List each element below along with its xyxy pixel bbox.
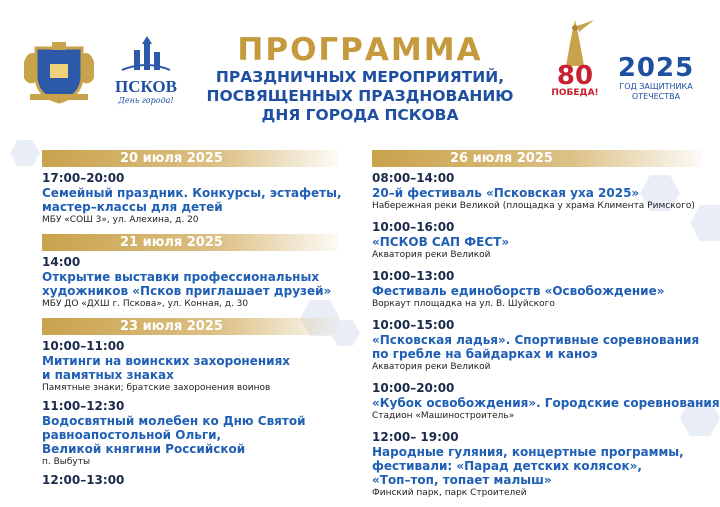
- event-time: 10:00–11:00: [42, 339, 125, 353]
- event-title: [42, 354, 338, 382]
- event-time: 12:00– 19:00: [372, 430, 459, 444]
- event-title-line: равноапостольной Ольги,: [42, 428, 222, 442]
- right-column: [372, 150, 720, 507]
- event-title: [372, 186, 702, 200]
- event-title-line: Семейный праздник. Конкурсы, эстафеты,: [42, 186, 342, 200]
- event-title: [42, 186, 342, 214]
- event-item: [372, 220, 702, 261]
- event-title: [42, 270, 338, 298]
- event-item: [372, 318, 702, 373]
- event-location: п. Выбуты: [42, 457, 91, 467]
- event-title-line: «Топ–топ, топает малыш»: [372, 473, 552, 487]
- event-location: Набережная реки Великой (площадка у храма Климента Римского): [372, 201, 695, 211]
- event-location: Финский парк, парк Строителей: [372, 488, 527, 498]
- event-title: [372, 445, 702, 487]
- victory-number: 80: [556, 61, 594, 91]
- event-title-line: Фестиваль единоборств «Освобождение»: [372, 284, 665, 298]
- event-title-line: 20–й фестиваль «Псковская уха 2025»: [372, 186, 640, 200]
- subtitle-line: ПРАЗДНИЧНЫХ МЕРОПРИЯТИЙ,: [215, 68, 505, 86]
- year-2025-logo: [612, 54, 700, 102]
- event-title: [42, 414, 338, 456]
- left-column: [42, 150, 342, 496]
- event-item: [372, 269, 702, 310]
- event-title-line: художников «Псков приглашает друзей»: [42, 284, 332, 298]
- event-title: [372, 333, 702, 361]
- event-item: [42, 171, 342, 226]
- date-header: 26 июля 2025: [372, 150, 702, 167]
- event-title-line: Водосвятный молебен ко Дню Святой: [42, 414, 306, 428]
- event-time: 11:00–12:30: [42, 399, 125, 413]
- event-time: 10:00–15:00: [372, 318, 455, 332]
- event-time: 08:00–14:00: [372, 171, 455, 185]
- event-item: [42, 255, 338, 310]
- event-title-line: «Псковская ладья». Спортивные соревнования: [372, 333, 700, 347]
- event-title: [372, 396, 720, 410]
- event-title-line: мастер–классы для детей: [42, 200, 223, 214]
- page-title: ПРОГРАММА: [237, 32, 483, 68]
- event-time: 10:00–16:00: [372, 220, 455, 234]
- event-time: 10:00–20:00: [372, 381, 455, 395]
- event-location: Воркаут площадка на ул. В. Шуйского: [372, 299, 555, 309]
- event-title-line: «ПСКОВ САП ФЕСТ»: [372, 235, 510, 249]
- event-title-line: Открытие выставки профессиональных: [42, 270, 320, 284]
- event-title-line: «Кубок освобождения». Городские соревнования: [372, 396, 720, 410]
- event-item: [372, 430, 702, 499]
- event-item: [42, 399, 338, 468]
- pskov-logo-tagline: День города!: [118, 96, 174, 105]
- event-location: МБУ ДО «ДХШ г. Пскова», ул. Конная, д. 30: [42, 299, 249, 309]
- year-number: 2025: [617, 53, 695, 83]
- event-time: 12:00–13:00: [42, 473, 125, 487]
- year-caption-line: ГОД ЗАЩИТНИКА: [619, 82, 693, 91]
- event-location: Памятные знаки; братские захоронения воинов: [42, 383, 271, 393]
- event-title-line: Великой княгини Российской: [42, 442, 246, 456]
- event-title-line: Митинги на воинских захоронениях: [42, 354, 291, 368]
- page-subtitle: [190, 68, 530, 125]
- event-item: [372, 171, 702, 212]
- pskov-logo-word: ПСКОВ: [115, 77, 177, 96]
- event-location: Акватория реки Великой: [372, 250, 491, 260]
- event-title-line: фестивали: «Парад детских колясок»,: [372, 459, 642, 473]
- event-item: [42, 339, 338, 394]
- date-header: 20 июля 2025: [42, 150, 338, 167]
- event-item: [42, 473, 338, 488]
- event-item: [372, 381, 720, 422]
- event-title-line: и памятных знаках: [42, 368, 174, 382]
- date-header: 23 июля 2025: [42, 318, 338, 335]
- date-header: 21 июля 2025: [42, 234, 338, 251]
- event-time: 14:00: [42, 255, 81, 269]
- year-caption-line: ОТЕЧЕСТВА: [631, 92, 681, 101]
- event-time: 10:00–13:00: [372, 269, 455, 283]
- decor-hexagon: [10, 140, 40, 166]
- event-title: [372, 235, 702, 249]
- event-location: Акватория реки Великой: [372, 362, 491, 372]
- victory-word: ПОБЕДА!: [551, 88, 599, 98]
- event-location: Стадион «Машиностроитель»: [372, 411, 515, 421]
- event-title-line: по гребле на байдарках и каноэ: [372, 347, 598, 361]
- event-time: 17:00–20:00: [42, 171, 125, 185]
- subtitle-line: ДНЯ ГОРОДА ПСКОВА: [261, 106, 459, 124]
- subtitle-line: ПОСВЯЩЕННЫХ ПРАЗДНОВАНИЮ: [206, 87, 514, 105]
- event-location: МБУ «СОШ 3», ул. Алехина, д. 20: [42, 215, 199, 225]
- victory-80-logo: [548, 18, 602, 108]
- event-title-line: Народные гуляния, концертные программы,: [372, 445, 684, 459]
- event-title: [372, 284, 702, 298]
